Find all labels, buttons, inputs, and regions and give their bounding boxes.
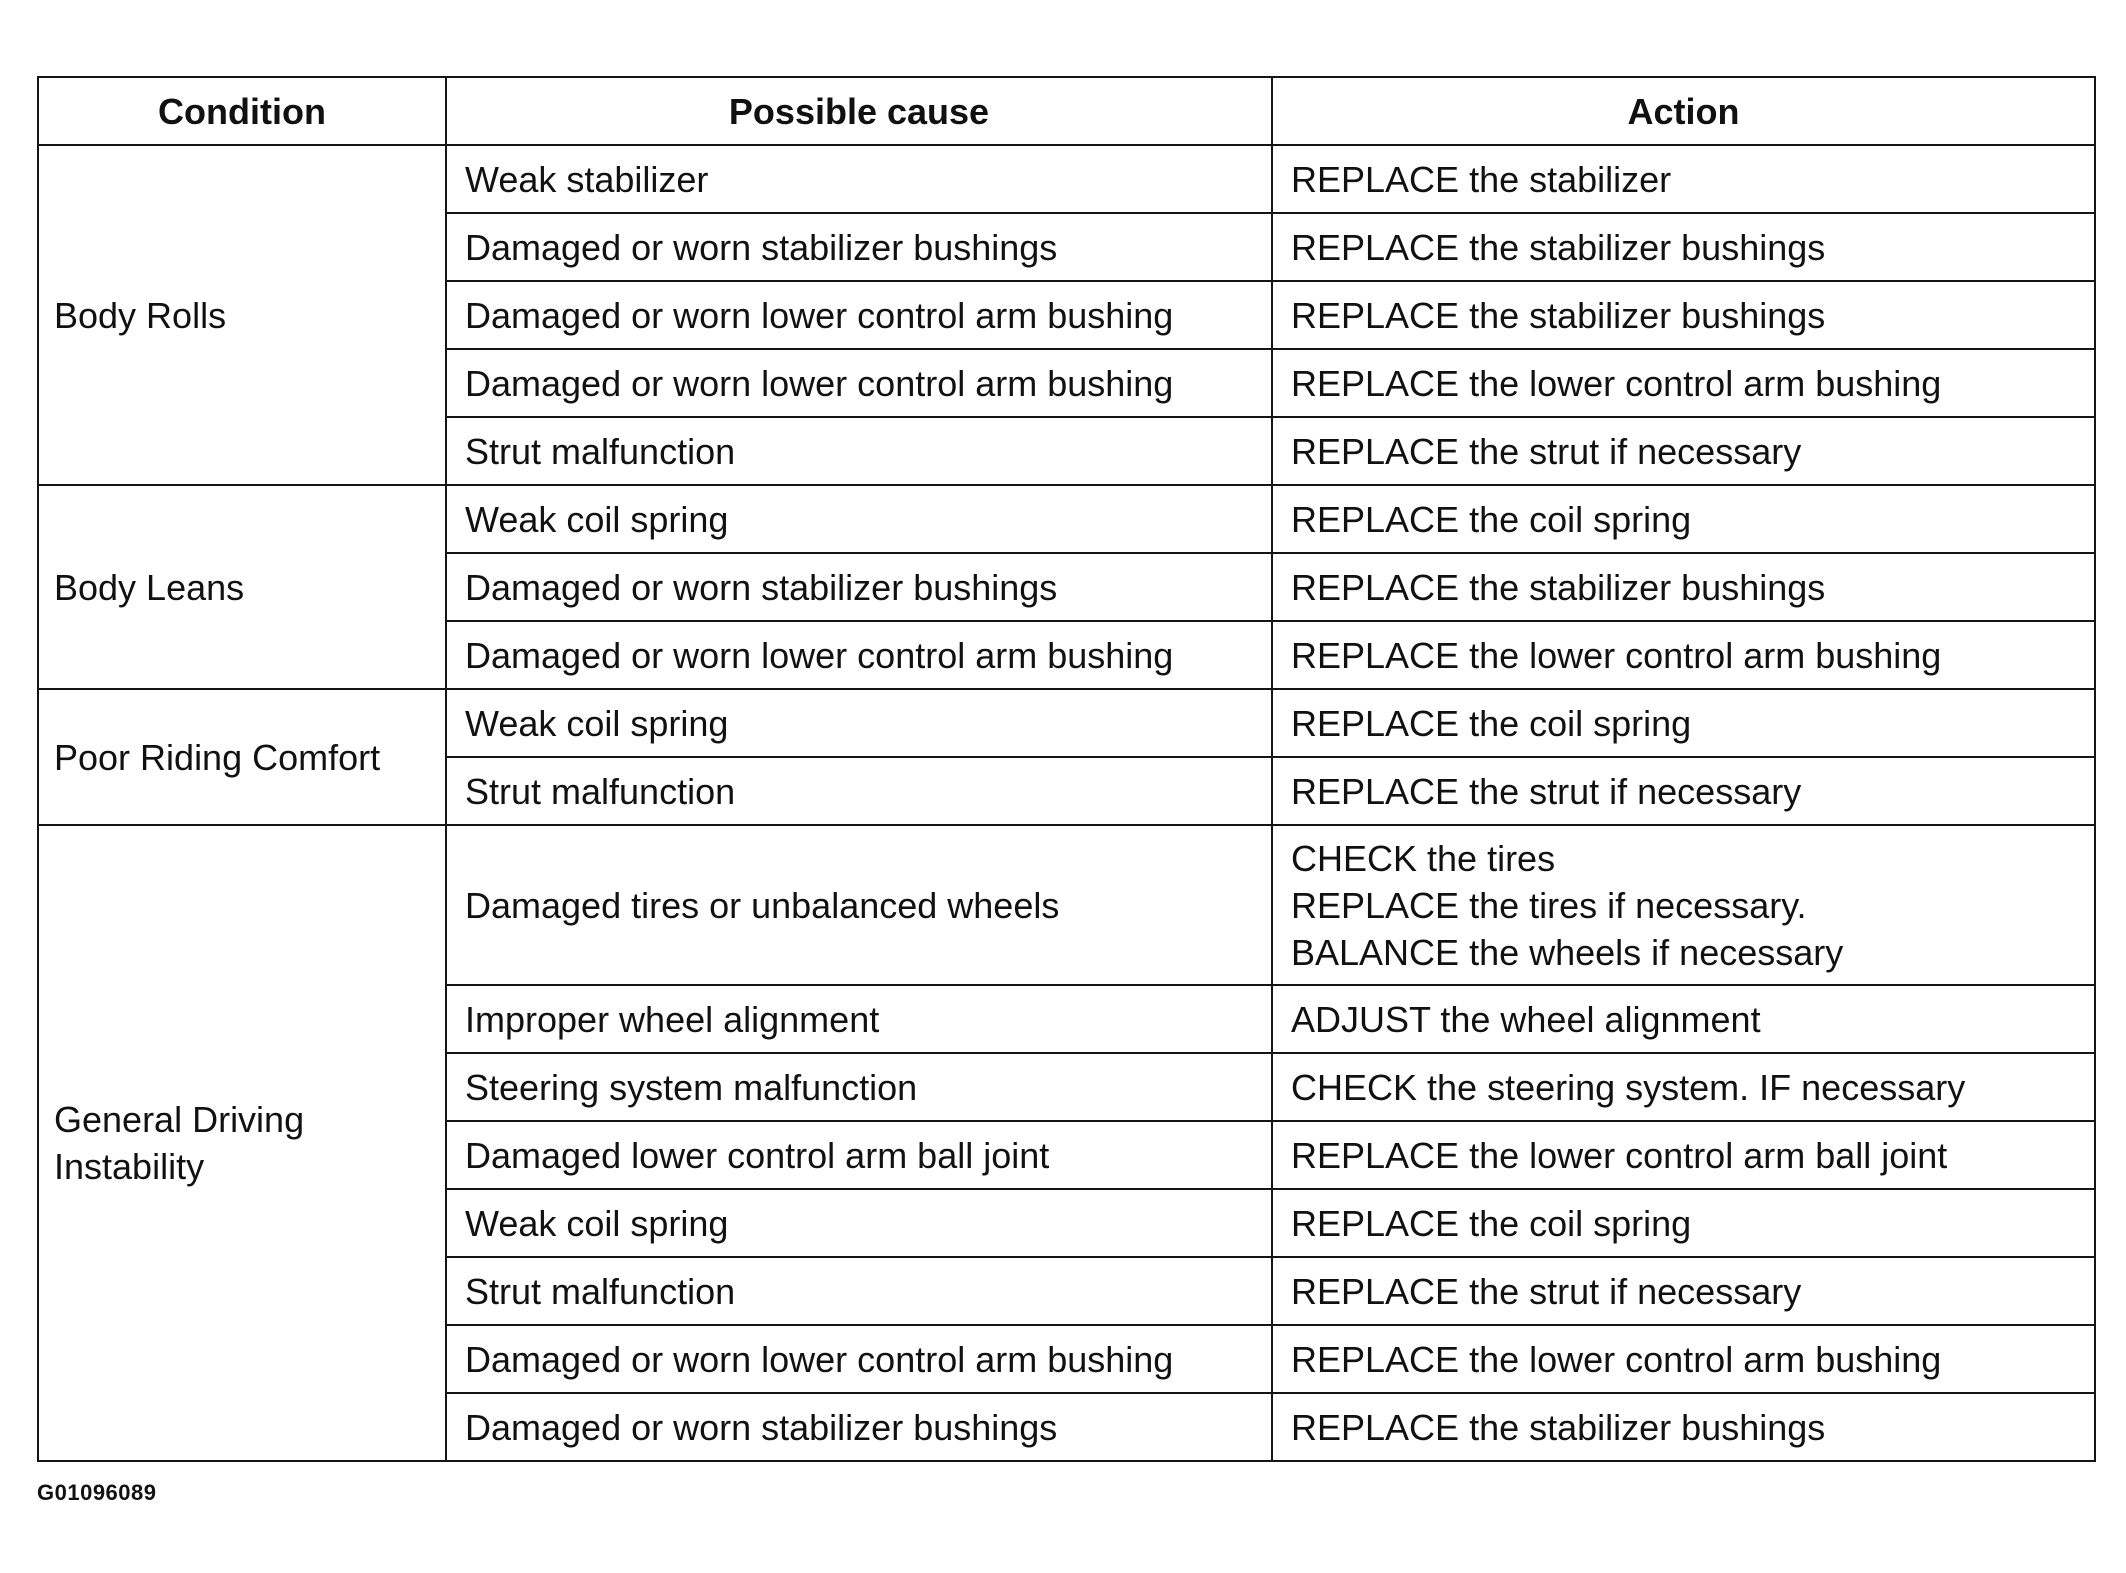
action-cell	[1272, 985, 2095, 1053]
table-row	[38, 825, 2095, 985]
action-line: REPLACE the stabilizer bushings	[1291, 226, 1826, 268]
action-line: REPLACE the stabilizer bushings	[1291, 294, 1826, 336]
action-cell	[1272, 1257, 2095, 1325]
action-cell	[1272, 757, 2095, 825]
action-cell	[1272, 1189, 2095, 1257]
header-possible-cause: Possible cause	[446, 77, 1272, 145]
cause-cell: Damaged or worn lower control arm bushing	[446, 621, 1272, 689]
action-line: REPLACE the stabilizer bushings	[1291, 566, 1826, 608]
action-line: REPLACE the lower control arm ball joint	[1291, 1134, 1948, 1176]
action-line: REPLACE the lower control arm bushing	[1291, 634, 1942, 676]
action-line: ADJUST the wheel alignment	[1291, 998, 1761, 1040]
cause-cell: Damaged tires or unbalanced wheels	[446, 825, 1272, 985]
condition-cell: Body Rolls	[38, 145, 446, 485]
action-line: REPLACE the coil spring	[1291, 498, 1692, 540]
action-cell	[1272, 1325, 2095, 1393]
action-cell	[1272, 213, 2095, 281]
cause-cell: Improper wheel alignment	[446, 985, 1272, 1053]
action-line: REPLACE the strut if necessary	[1291, 770, 1802, 812]
action-line: REPLACE the strut if necessary	[1291, 1270, 1802, 1312]
cause-cell: Damaged or worn stabilizer bushings	[446, 553, 1272, 621]
action-cell	[1272, 621, 2095, 689]
table-row	[38, 145, 2095, 213]
table-body	[38, 145, 2095, 1461]
cause-cell: Damaged or worn lower control arm bushing	[446, 281, 1272, 349]
action-line: CHECK the tires	[1291, 837, 1556, 879]
action-cell	[1272, 689, 2095, 757]
header-action: Action	[1272, 77, 2095, 145]
condition-cell: Poor Riding Comfort	[38, 689, 446, 825]
action-line: REPLACE the tires if necessary.	[1291, 884, 1807, 926]
action-cell	[1272, 281, 2095, 349]
action-line: REPLACE the coil spring	[1291, 1202, 1692, 1244]
action-cell	[1272, 1053, 2095, 1121]
action-cell	[1272, 485, 2095, 553]
cause-cell: Strut malfunction	[446, 757, 1272, 825]
cause-cell: Damaged or worn stabilizer bushings	[446, 1393, 1272, 1461]
cause-cell: Damaged lower control arm ball joint	[446, 1121, 1272, 1189]
cause-cell: Strut malfunction	[446, 1257, 1272, 1325]
action-cell	[1272, 417, 2095, 485]
action-line: REPLACE the lower control arm bushing	[1291, 1338, 1942, 1380]
cause-cell: Steering system malfunction	[446, 1053, 1272, 1121]
action-line: REPLACE the stabilizer bushings	[1291, 1406, 1826, 1448]
action-cell	[1272, 825, 2095, 985]
action-line: REPLACE the coil spring	[1291, 702, 1692, 744]
cause-cell: Damaged or worn lower control arm bushing	[446, 349, 1272, 417]
header-row	[38, 77, 2095, 145]
action-line: CHECK the steering system. IF necessary	[1291, 1066, 1966, 1108]
cause-cell: Weak coil spring	[446, 1189, 1272, 1257]
action-cell	[1272, 145, 2095, 213]
table-row	[38, 485, 2095, 553]
action-line: REPLACE the stabilizer	[1291, 158, 1672, 200]
action-line: BALANCE the wheels if necessary	[1291, 931, 1844, 973]
cause-cell: Damaged or worn lower control arm bushing	[446, 1325, 1272, 1393]
action-line: REPLACE the strut if necessary	[1291, 430, 1802, 472]
diagnosis-table	[37, 76, 2096, 1462]
action-cell	[1272, 349, 2095, 417]
cause-cell: Strut malfunction	[446, 417, 1272, 485]
cause-cell: Weak coil spring	[446, 485, 1272, 553]
action-cell	[1272, 553, 2095, 621]
condition-cell: Body Leans	[38, 485, 446, 689]
action-line: REPLACE the lower control arm bushing	[1291, 362, 1942, 404]
figure-code: G01096089	[37, 1480, 157, 1505]
condition-cell: General Driving Instability	[38, 825, 446, 1461]
header-condition: Condition	[38, 77, 446, 145]
action-cell	[1272, 1393, 2095, 1461]
cause-cell: Weak stabilizer	[446, 145, 1272, 213]
cause-cell: Damaged or worn stabilizer bushings	[446, 213, 1272, 281]
action-cell	[1272, 1121, 2095, 1189]
cause-cell: Weak coil spring	[446, 689, 1272, 757]
table-row	[38, 689, 2095, 757]
